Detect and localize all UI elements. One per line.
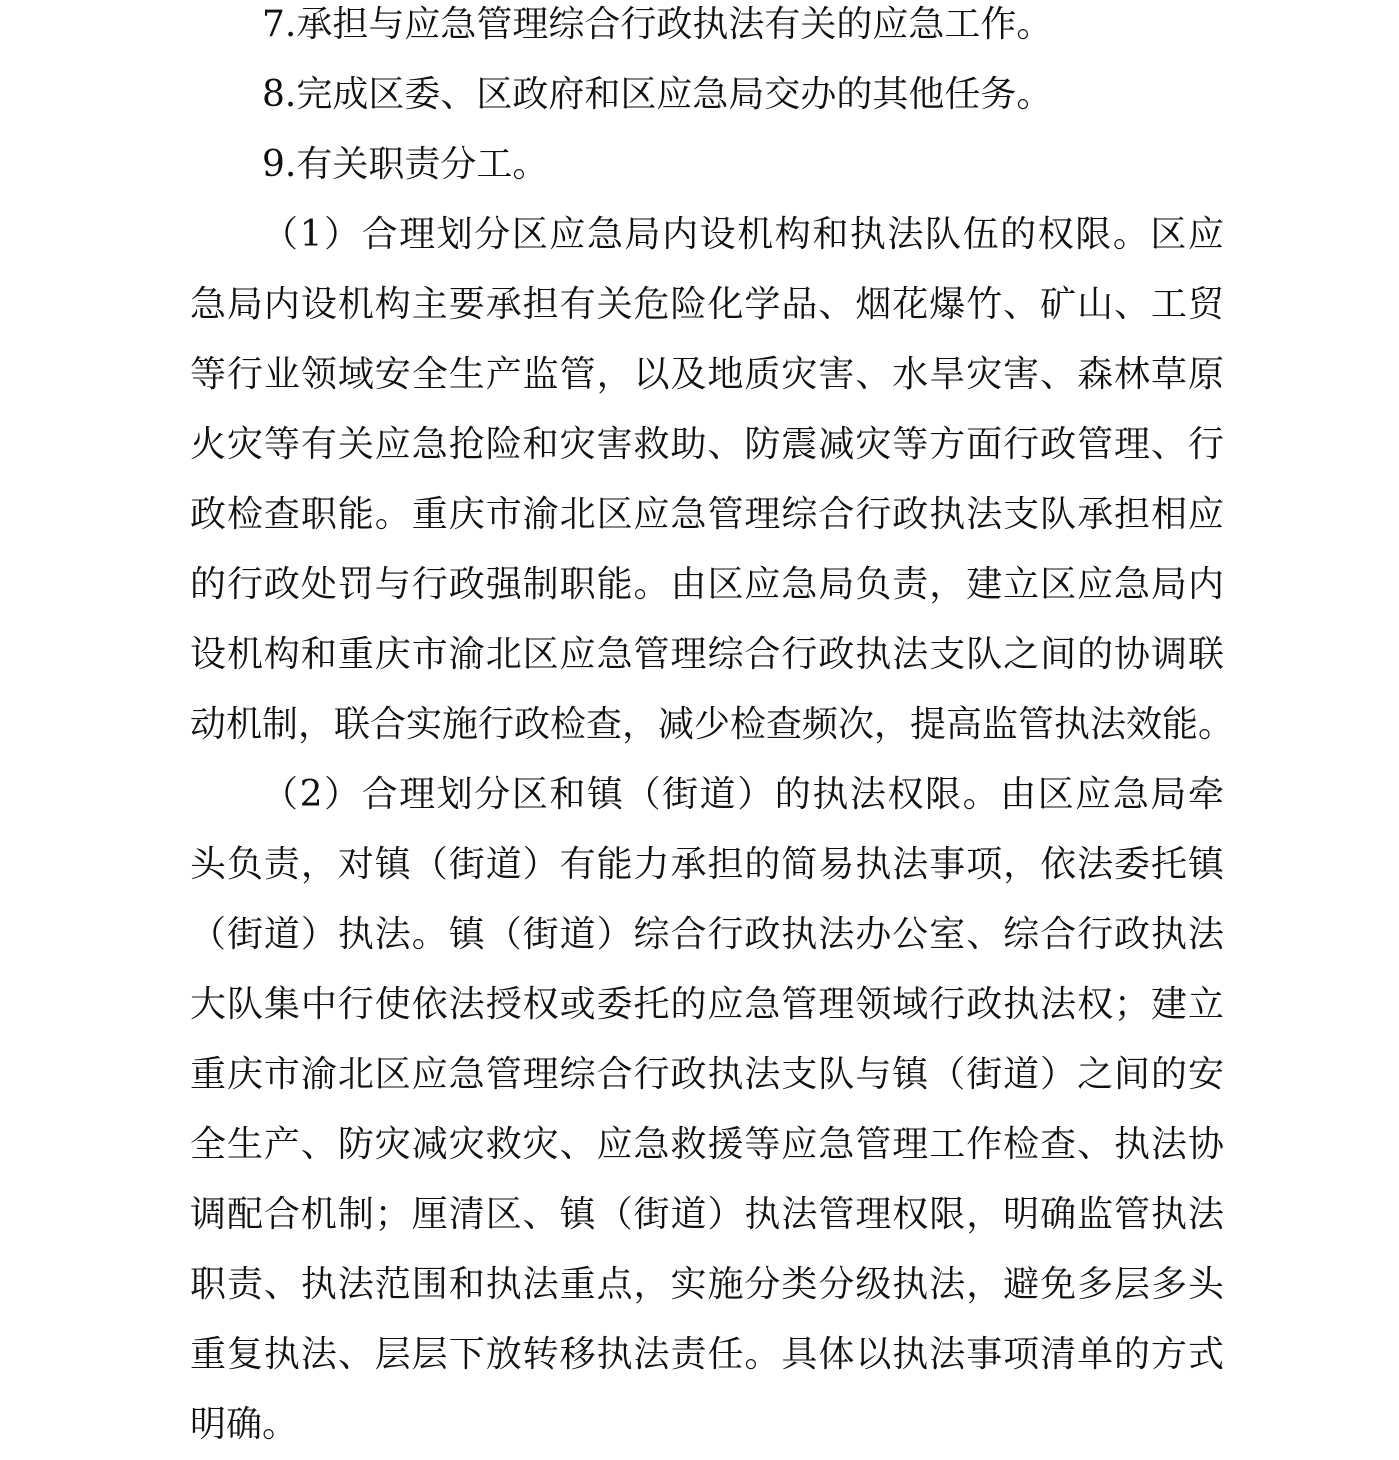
subparagraph-2-line-5: 重庆市渝北区应急管理综合行政执法支队与镇（街道）之间的安 — [190, 1054, 1224, 1095]
subparagraph-1-line-6: 的行政处罚与行政强制职能。由区应急局负责，建立区应急局内 — [190, 564, 1224, 605]
subparagraph-1-line-1: （1）合理划分区应急局内设机构和执法队伍的权限。区应 — [262, 214, 1224, 255]
subparagraph-1-line-7: 设机构和重庆市渝北区应急管理综合行政执法支队之间的协调联 — [190, 634, 1224, 675]
subparagraph-2-line-7: 调配合机制；厘清区、镇（街道）执法管理权限，明确监管执法 — [190, 1194, 1224, 1235]
subparagraph-1-line-4: 火灾等有关应急抢险和灾害救助、防震减灾等方面行政管理、行 — [190, 424, 1224, 465]
paragraph-item-7: 7.承担与应急管理综合行政执法有关的应急工作。 — [262, 4, 1053, 45]
subparagraph-2-line-1: （2）合理划分区和镇（街道）的执法权限。由区应急局牵 — [262, 774, 1224, 815]
subparagraph-2-line-4: 大队集中行使依法授权或委托的应急管理领域行政执法权；建立 — [190, 984, 1224, 1025]
subparagraph-2-line-8: 职责、执法范围和执法重点，实施分类分级执法，避免多层多头 — [190, 1264, 1224, 1305]
subparagraph-2-line-10: 明确。 — [190, 1404, 299, 1445]
paragraph-item-9: 9.有关职责分工。 — [262, 144, 549, 185]
subparagraph-2-line-9: 重复执法、层层下放转移执法责任。具体以执法事项清单的方式 — [190, 1334, 1224, 1375]
paragraph-item-8: 8.完成区委、区政府和区应急局交办的其他任务。 — [262, 74, 1053, 115]
subparagraph-2-line-6: 全生产、防灾减灾救灾、应急救援等应急管理工作检查、执法协 — [190, 1124, 1224, 1165]
subparagraph-1-line-5: 政检查职能。重庆市渝北区应急管理综合行政执法支队承担相应 — [190, 494, 1224, 535]
subparagraph-2-line-2: 头负责，对镇（街道）有能力承担的简易执法事项，依法委托镇 — [190, 844, 1224, 885]
subparagraph-1-line-8: 动机制，联合实施行政检查，减少检查频次，提高监管执法效能。 — [190, 704, 1235, 745]
subparagraph-2-line-3: （街道）执法。镇（街道）综合行政执法办公室、综合行政执法 — [190, 914, 1224, 955]
subparagraph-1-line-2: 急局内设机构主要承担有关危险化学品、烟花爆竹、矿山、工贸 — [190, 284, 1224, 325]
subparagraph-1-line-3: 等行业领域安全生产监管，以及地质灾害、水旱灾害、森林草原 — [190, 354, 1224, 395]
